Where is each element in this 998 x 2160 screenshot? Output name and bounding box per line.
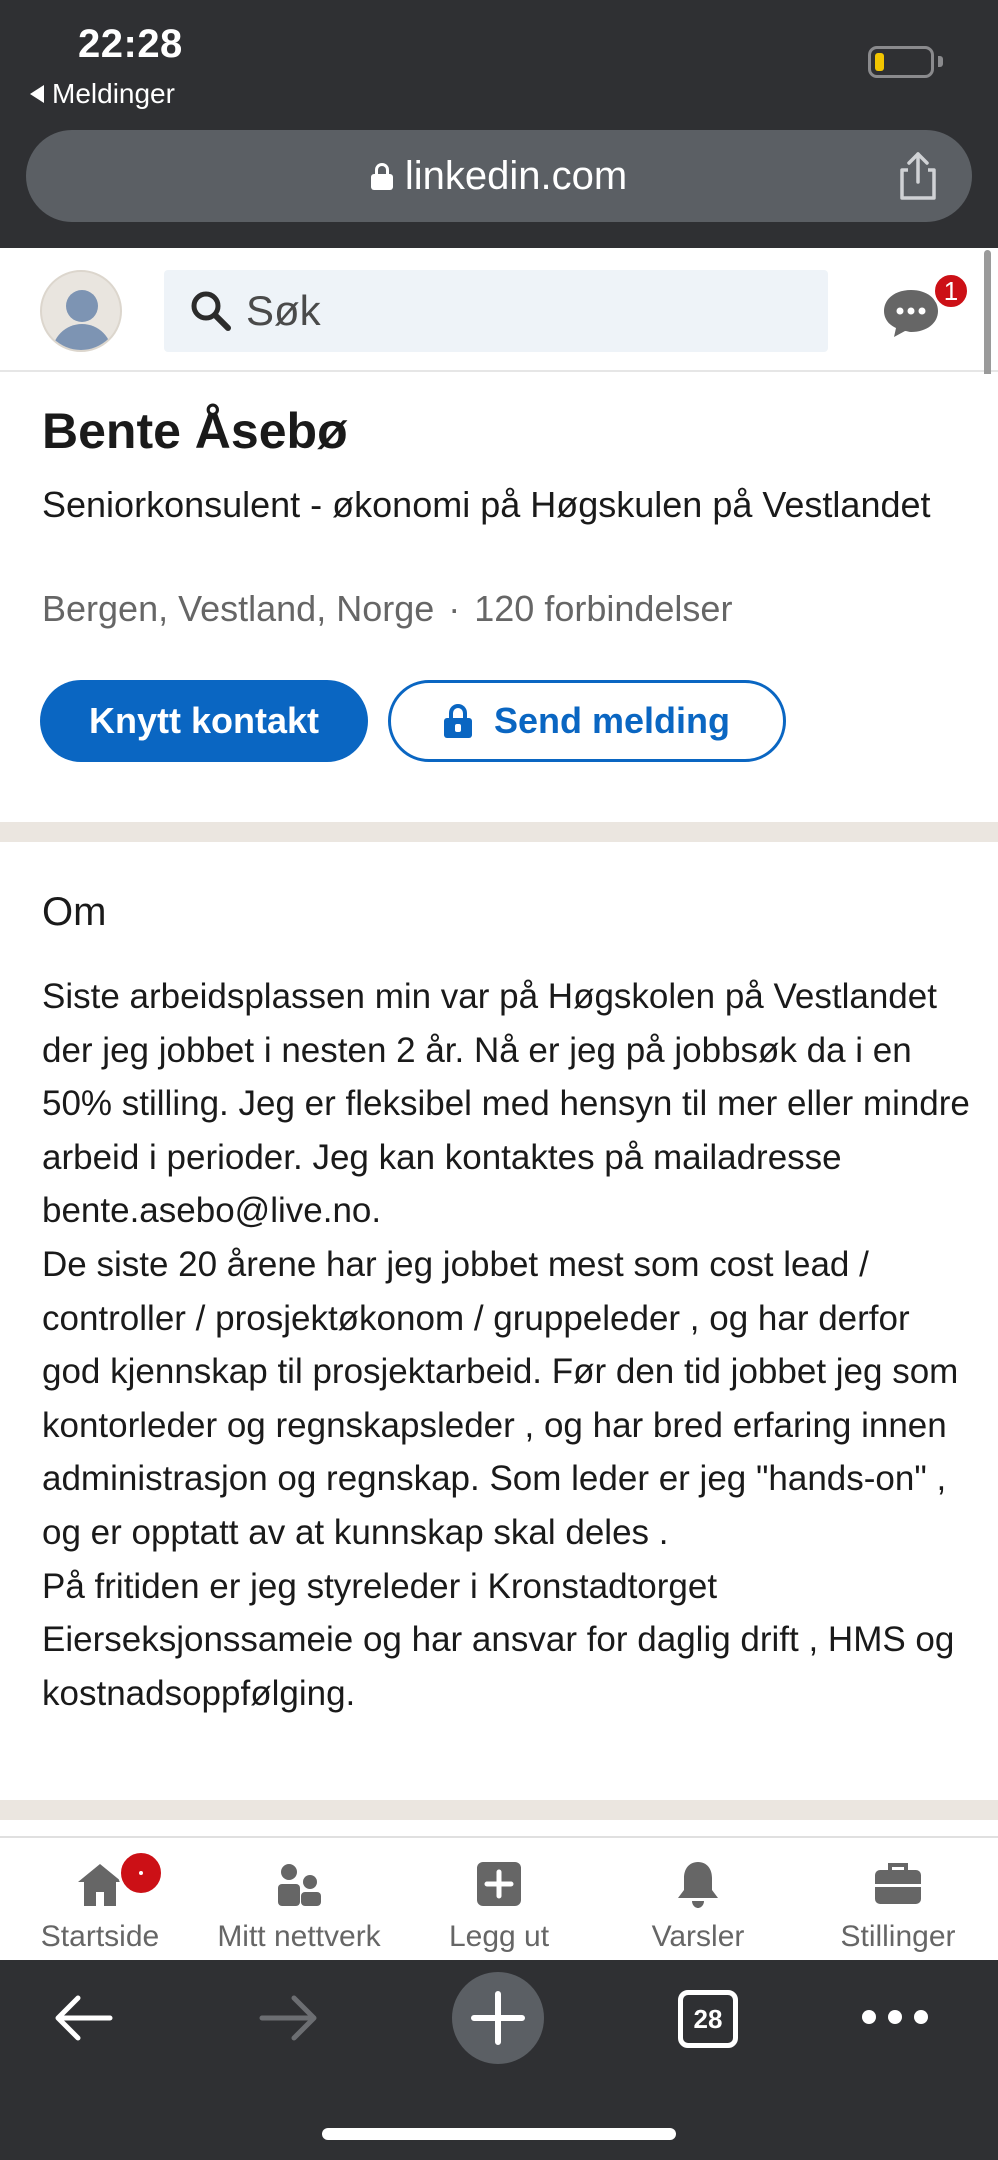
nav-label: Stillinger [840,1920,956,1953]
nav-label: Legg ut [448,1920,550,1953]
profile-connections[interactable]: 120 forbindelser [474,588,733,629]
url-text: linkedin.com [404,153,628,198]
status-time: 22:28 [78,22,183,66]
forward-arrow-icon[interactable] [256,1990,322,2046]
nav-label: Mitt nettverk [217,1920,381,1953]
briefcase-icon [872,1858,924,1910]
section-divider [0,1800,998,1820]
search-icon [188,288,234,334]
about-text [42,970,972,1720]
profile-meta [42,588,732,630]
url-bar[interactable] [26,130,972,222]
linkedin-header [0,248,998,372]
battery-icon [868,46,934,78]
about-paragraph: Siste arbeidsplassen min var på Høgskolen på Vestlandet der jeg jobbet i nesten 2 år. Nå er jeg på jobbsøk da i en 50% stilling. Jeg er fleksibel med hensyn til mer eller mindre arbeid i perioder. Jeg kan kontaktes på mailadresse bente.asebo@live.no. [42,977,970,1231]
nav-label: Varsler [651,1920,745,1953]
nav-jobs[interactable] [798,1838,998,1962]
profile-name: Bente Åsebø [42,403,348,459]
lock-icon [444,704,472,738]
back-arrow-icon[interactable] [50,1990,116,2046]
my-avatar[interactable] [40,270,122,352]
profile-card [0,374,998,822]
bottom-navigation [0,1836,998,1960]
browser-top-chrome [0,0,998,248]
send-message-button[interactable] [388,680,786,762]
home-notification-badge [118,1850,164,1896]
new-tab-button[interactable] [452,1972,544,2064]
meta-separator: · [448,588,461,629]
nav-notifications[interactable] [598,1838,798,1962]
share-icon[interactable] [890,148,946,204]
network-icon [273,1858,325,1910]
home-indicator[interactable] [322,2128,676,2140]
profile-location: Bergen, Vestland, Norge [42,588,435,629]
search-placeholder: Søk [246,287,321,334]
connect-button[interactable]: Knytt kontakt [40,680,368,762]
nav-network[interactable] [199,1838,399,1962]
post-icon [473,1858,525,1910]
send-message-label: Send melding [493,700,731,741]
plus-icon [452,1972,544,2064]
nav-post[interactable] [399,1838,599,1962]
back-app-label: Meldinger [52,78,175,109]
about-paragraph: De siste 20 årene har jeg jobbet mest som cost lead / controller / prosjektøkonom / gruppeleder , og har derfor god kjennskap til prosjektarbeid. Før den tid jobbet jeg som kontorleder og regnskapsleder , og har bred erfaring innen administrasjon og regnskap. Som leder er jeg "hands-on" , og er opptatt av at kunnskap skal deles . [42,1244,959,1552]
back-to-app-link[interactable] [30,78,175,110]
about-section [0,842,998,1800]
search-input[interactable] [164,270,828,352]
battery-cap [938,56,943,67]
secure-lock-icon [371,163,393,189]
section-divider [0,822,998,842]
back-triangle-icon [30,85,44,103]
messages-badge: 1 [932,272,970,310]
about-paragraph: På fritiden er jeg styreleder i Kronstadtorget Eierseksjonssameie og har ansvar for daglig drift , HMS og kostnadsoppfølging. [42,1566,955,1713]
about-title: Om [42,890,107,934]
more-options-icon[interactable] [862,2010,928,2024]
tabs-button[interactable]: 28 [678,1990,738,2048]
nav-label: Startside [40,1920,160,1953]
profile-headline: Seniorkonsulent - økonomi på Høgskulen på Vestlandet [42,484,931,525]
nav-home[interactable] [0,1838,200,1962]
bell-icon [672,1858,724,1910]
